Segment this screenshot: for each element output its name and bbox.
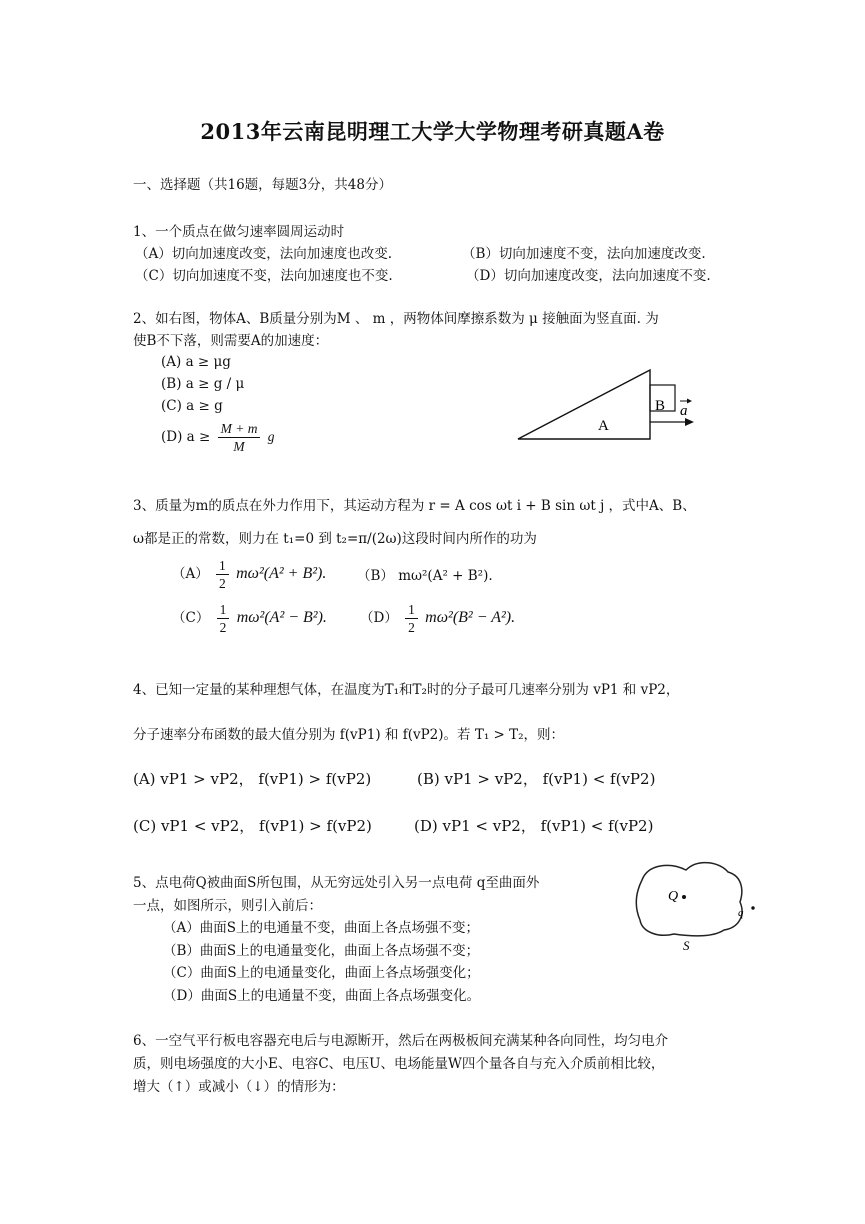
q5-stem-line1: 5、点电荷Q被曲面S所包围，从无穷远处引入另一点电荷 q至曲面外 (133, 875, 540, 891)
acceleration-arrow-head-icon (685, 418, 694, 426)
q3-option-a-half-num: 1 (216, 557, 229, 575)
q3-option-d-half (405, 601, 418, 636)
q6-stem-line2: 质，则电场强度的大小E、电容C、电压U、电场能量W四个量各自与充入介质前相比较， (133, 1056, 665, 1072)
q1-stem: 1、一个质点在做匀速率圆周运动时 (133, 224, 345, 240)
q4-option-b: (B) vP1 > vP2， f(vP1) < f(vP2) (417, 770, 656, 788)
q4-option-d: (D) vP1 < vP2， f(vP1) < f(vP2) (414, 817, 654, 835)
q2-stem-line1: 2、如右图，物体A、B质量分别为M 、 m ，两物体间摩擦系数为 μ 接触面为竖直面. 为 (133, 311, 659, 327)
q2-option-d-prefix: (D) a ≥ (161, 429, 211, 445)
q3-option-a-half (216, 557, 229, 592)
q4-stem-line2: 分子速率分布函数的最大值分别为 f(vP1) 和 f(vP2)。若 T₁ > T₂，则： (133, 727, 565, 743)
q2-fraction (218, 420, 261, 455)
charge-q-dot (751, 906, 754, 909)
q1-option-b: （B）切向加速度不变，法向加速度改变. (462, 246, 706, 262)
q1-option-c: （C）切向加速度不变，法向加速度也不变. (135, 268, 393, 284)
closed-surface-s (636, 863, 742, 936)
q3-option-a (172, 557, 326, 592)
q3-option-b: （B） mω²(A² + B²). (357, 568, 493, 584)
q5-option-c: （C）曲面S上的电通量变化，曲面上各点场强变化； (163, 965, 480, 981)
vector-a-arrow-tip-icon (687, 399, 692, 404)
q1-option-d: （D）切向加速度改变，法向加速度不变. (466, 268, 711, 284)
q3-option-a-label: （A） (172, 566, 209, 582)
vector-a-label: a (680, 403, 688, 419)
q5-option-b: （B）曲面S上的电通量变化，曲面上各点场强不变； (163, 943, 480, 959)
label-a: A (598, 418, 609, 434)
q4-option-a: (A) vP1 > vP2， f(vP1) > f(vP2) (133, 770, 372, 788)
q3-stem-line1: 3、质量为m的质点在外力作用下，其运动方程为 r = A cos ωt i + B sin ωt j ，式中A、B、 (133, 498, 696, 514)
q2-fraction-numerator: M + m (218, 420, 261, 438)
q3-option-d-half-num: 1 (405, 601, 418, 619)
q2-figure (512, 365, 702, 445)
q3-stem-line2: ω都是正的常数，则力在 t₁=0 到 t₂=π/(2ω)这段时间内所作的功为 (133, 531, 537, 547)
q3-option-c-half-den: 2 (219, 620, 227, 635)
q2-option-d (161, 420, 275, 455)
surface-S-label: S (683, 938, 690, 953)
section-heading: 一、选择题（共16题，每题3分，共48分） (133, 177, 392, 193)
q4-option-c: (C) vP1 < vP2， f(vP1) > f(vP2) (133, 817, 372, 835)
q2-stem-line2: 使B不下落，则需要A的加速度： (133, 333, 329, 349)
q2-option-d-suffix: g (267, 429, 275, 444)
q3-option-c-half (217, 601, 230, 636)
label-b: B (655, 398, 666, 414)
q3-option-d (360, 601, 515, 636)
q2-option-b: (B) a ≥ g / μ (161, 376, 245, 392)
q3-option-c (172, 601, 327, 636)
q2-fraction-denominator: M (233, 439, 245, 454)
page-title: 2013年云南昆明理工大学大学物理考研真题A卷 (200, 119, 665, 144)
q5-figure (628, 850, 768, 955)
charge-q-label: q (738, 907, 744, 919)
block-a-wedge (518, 370, 650, 439)
q2-option-a: (A) a ≥ μg (161, 354, 231, 370)
q3-option-c-half-num: 1 (217, 601, 230, 619)
q3-option-a-half-den: 2 (219, 576, 226, 591)
q4-stem-line1: 4、已知一定量的某种理想气体，在温度为T₁和T₂时的分子最可几速率分别为 vP1 和 vP2， (133, 682, 680, 698)
q5-option-d: （D）曲面S上的电通量不变，曲面上各点场强变化。 (163, 988, 481, 1004)
q3-option-c-label: （C） (172, 610, 210, 626)
q3-option-d-half-den: 2 (408, 620, 415, 635)
q3-option-c-expr: mω²(A² − B²). (236, 609, 327, 626)
charge-Q-label: Q (668, 889, 679, 904)
q5-stem-line2: 一点，如图所示，则引入前后： (133, 898, 322, 914)
q3-option-d-expr: mω²(B² − A²). (425, 609, 516, 626)
q5-option-a: （A）曲面S上的电通量不变，曲面上各点场强不变； (163, 920, 479, 936)
q2-option-c: (C) a ≥ g (161, 398, 223, 414)
q6-stem-line1: 6、一空气平行板电容器充电后与电源断开，然后在两极板间充满某种各向同性，均匀电介 (133, 1033, 669, 1049)
q1-option-a: （A）切向加速度改变，法向加速度也改变. (135, 246, 393, 262)
q6-stem-line3: 增大（↑）或减小（↓）的情形为： (133, 1079, 345, 1095)
charge-Q-dot (682, 895, 686, 899)
q3-option-d-label: （D） (360, 610, 398, 626)
q3-option-a-expr: mω²(A² + B²). (236, 565, 327, 582)
